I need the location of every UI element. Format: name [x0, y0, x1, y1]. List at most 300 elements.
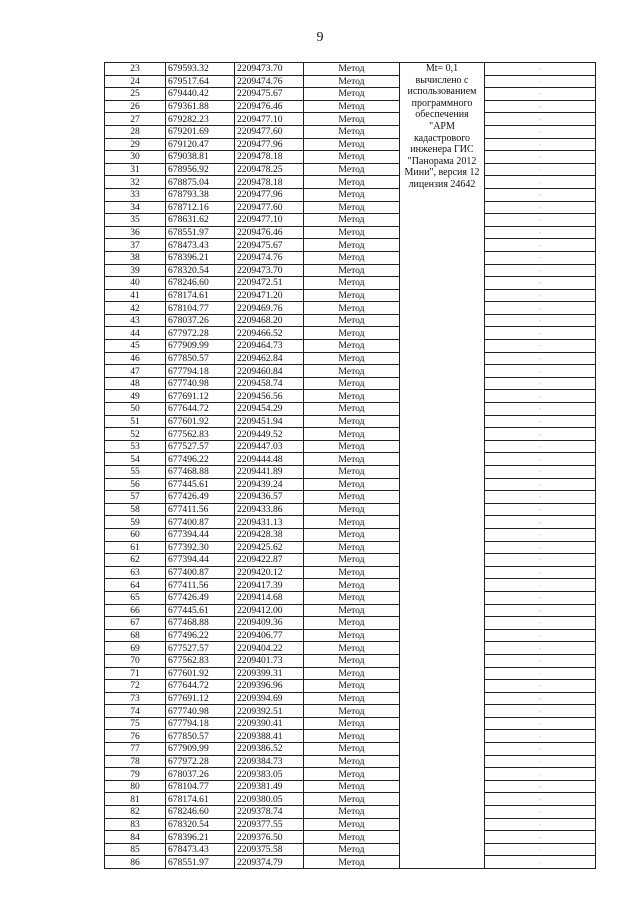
- method-cell: Метод: [304, 415, 400, 428]
- y-coordinate-cell: 2209396.96: [235, 680, 304, 693]
- point-number-cell: 35: [105, 214, 166, 227]
- method-cell: Метод: [304, 667, 400, 680]
- point-number-cell: 62: [105, 554, 166, 567]
- table-row: [105, 692, 596, 705]
- x-coordinate-cell: 677411.56: [166, 503, 235, 516]
- x-coordinate-cell: 677445.61: [166, 478, 235, 491]
- x-coordinate-cell: 678174.61: [166, 793, 235, 806]
- x-coordinate-cell: 678793.38: [166, 188, 235, 201]
- method-cell: Метод: [304, 302, 400, 315]
- table-row: [105, 415, 596, 428]
- description-cell: -: [485, 667, 596, 680]
- method-cell: Метод: [304, 705, 400, 718]
- point-number-cell: 51: [105, 415, 166, 428]
- method-cell: Метод: [304, 554, 400, 567]
- method-cell: Метод: [304, 541, 400, 554]
- y-coordinate-cell: 2209386.52: [235, 743, 304, 756]
- x-coordinate-cell: 677972.28: [166, 755, 235, 768]
- y-coordinate-cell: 2209425.62: [235, 541, 304, 554]
- point-number-cell: 33: [105, 188, 166, 201]
- table-row: [105, 428, 596, 441]
- point-number-cell: 26: [105, 100, 166, 113]
- x-coordinate-cell: 677527.57: [166, 440, 235, 453]
- description-cell: -: [485, 768, 596, 781]
- description-cell: -: [485, 831, 596, 844]
- table-row: [105, 327, 596, 340]
- table-row: [105, 503, 596, 516]
- method-cell: Метод: [304, 528, 400, 541]
- x-coordinate-cell: 677394.44: [166, 554, 235, 567]
- description-cell: -: [485, 528, 596, 541]
- y-coordinate-cell: 2209478.18: [235, 176, 304, 189]
- method-cell: Метод: [304, 604, 400, 617]
- point-number-cell: 59: [105, 516, 166, 529]
- description-cell: -: [485, 277, 596, 290]
- y-coordinate-cell: 2209404.22: [235, 642, 304, 655]
- method-cell: Метод: [304, 831, 400, 844]
- method-cell: Метод: [304, 478, 400, 491]
- description-cell: -: [485, 163, 596, 176]
- y-coordinate-cell: 2209377.55: [235, 818, 304, 831]
- table-row: [105, 251, 596, 264]
- point-number-cell: 29: [105, 138, 166, 151]
- x-coordinate-cell: 678473.43: [166, 239, 235, 252]
- point-number-cell: 39: [105, 264, 166, 277]
- table-row: [105, 365, 596, 378]
- x-coordinate-cell: 678956.92: [166, 163, 235, 176]
- description-cell: -: [485, 755, 596, 768]
- table-row: [105, 629, 596, 642]
- x-coordinate-cell: 677394.44: [166, 528, 235, 541]
- method-cell: Метод: [304, 138, 400, 151]
- point-number-cell: 69: [105, 642, 166, 655]
- y-coordinate-cell: 2209476.46: [235, 100, 304, 113]
- x-coordinate-cell: 678396.21: [166, 251, 235, 264]
- description-cell: -: [485, 239, 596, 252]
- point-number-cell: 58: [105, 503, 166, 516]
- method-cell: Метод: [304, 579, 400, 592]
- y-coordinate-cell: 2209420.12: [235, 566, 304, 579]
- x-coordinate-cell: 678875.04: [166, 176, 235, 189]
- x-coordinate-cell: 679282.23: [166, 113, 235, 126]
- x-coordinate-cell: 677468.88: [166, 617, 235, 630]
- point-number-cell: 40: [105, 277, 166, 290]
- method-cell: Метод: [304, 403, 400, 416]
- table-row: [105, 491, 596, 504]
- description-cell: -: [485, 818, 596, 831]
- description-cell: -: [485, 428, 596, 441]
- x-coordinate-cell: 677740.98: [166, 377, 235, 390]
- x-coordinate-cell: 678104.77: [166, 780, 235, 793]
- y-coordinate-cell: 2209464.73: [235, 340, 304, 353]
- y-coordinate-cell: 2209449.52: [235, 428, 304, 441]
- x-coordinate-cell: 678037.26: [166, 768, 235, 781]
- table-row: [105, 188, 596, 201]
- table-row: [105, 554, 596, 567]
- description-cell: -: [485, 138, 596, 151]
- table-row: [105, 793, 596, 806]
- table-row: [105, 214, 596, 227]
- y-coordinate-cell: 2209431.13: [235, 516, 304, 529]
- method-cell: Метод: [304, 113, 400, 126]
- point-number-cell: 55: [105, 466, 166, 479]
- y-coordinate-cell: 2209451.94: [235, 415, 304, 428]
- y-coordinate-cell: 2209436.57: [235, 491, 304, 504]
- x-coordinate-cell: 677794.18: [166, 365, 235, 378]
- point-number-cell: 80: [105, 780, 166, 793]
- y-coordinate-cell: 2209472.51: [235, 277, 304, 290]
- table-row: [105, 818, 596, 831]
- description-cell: -: [485, 604, 596, 617]
- method-cell: Метод: [304, 214, 400, 227]
- table-row: [105, 63, 596, 76]
- description-cell: -: [485, 856, 596, 869]
- y-coordinate-cell: 2209444.48: [235, 453, 304, 466]
- x-coordinate-cell: 679120.47: [166, 138, 235, 151]
- method-cell: Метод: [304, 428, 400, 441]
- y-coordinate-cell: 2209374.79: [235, 856, 304, 869]
- method-cell: Метод: [304, 730, 400, 743]
- table-row: [105, 277, 596, 290]
- description-cell: -: [485, 188, 596, 201]
- point-number-cell: 70: [105, 654, 166, 667]
- table-row: [105, 831, 596, 844]
- table-row: [105, 377, 596, 390]
- table-row: [105, 138, 596, 151]
- y-coordinate-cell: 2209433.86: [235, 503, 304, 516]
- point-number-cell: 57: [105, 491, 166, 504]
- method-cell: Метод: [304, 566, 400, 579]
- y-coordinate-cell: 2209401.73: [235, 654, 304, 667]
- table-row: [105, 226, 596, 239]
- x-coordinate-cell: 677426.49: [166, 591, 235, 604]
- x-coordinate-cell: 677850.57: [166, 730, 235, 743]
- description-cell: -: [485, 516, 596, 529]
- method-cell: Метод: [304, 125, 400, 138]
- table-row: [105, 730, 596, 743]
- description-cell: -: [485, 88, 596, 101]
- description-cell: -: [485, 214, 596, 227]
- x-coordinate-cell: 677392.30: [166, 541, 235, 554]
- point-number-cell: 72: [105, 680, 166, 693]
- point-number-cell: 30: [105, 151, 166, 164]
- x-coordinate-cell: 677468.88: [166, 466, 235, 479]
- table-row: [105, 163, 596, 176]
- y-coordinate-cell: 2209458.74: [235, 377, 304, 390]
- description-cell: -: [485, 503, 596, 516]
- method-cell: Метод: [304, 75, 400, 88]
- table-row: [105, 264, 596, 277]
- table-row: [105, 806, 596, 819]
- y-coordinate-cell: 2209384.73: [235, 755, 304, 768]
- point-number-cell: 36: [105, 226, 166, 239]
- x-coordinate-cell: 677496.22: [166, 629, 235, 642]
- y-coordinate-cell: 2209477.96: [235, 188, 304, 201]
- description-cell: -: [485, 327, 596, 340]
- point-number-cell: 54: [105, 453, 166, 466]
- table-row: [105, 591, 596, 604]
- x-coordinate-cell: 677644.72: [166, 680, 235, 693]
- x-coordinate-cell: 677909.99: [166, 340, 235, 353]
- description-cell: -: [485, 100, 596, 113]
- x-coordinate-cell: 677644.72: [166, 403, 235, 416]
- x-coordinate-cell: 679593.32: [166, 63, 235, 76]
- method-cell: Метод: [304, 453, 400, 466]
- table-row: [105, 516, 596, 529]
- y-coordinate-cell: 2209475.67: [235, 239, 304, 252]
- table-row: [105, 780, 596, 793]
- method-cell: Метод: [304, 277, 400, 290]
- x-coordinate-cell: 678320.54: [166, 818, 235, 831]
- x-coordinate-cell: 678104.77: [166, 302, 235, 315]
- x-coordinate-cell: 678246.60: [166, 806, 235, 819]
- table-row: [105, 755, 596, 768]
- table-row: [105, 768, 596, 781]
- point-number-cell: 81: [105, 793, 166, 806]
- x-coordinate-cell: 677601.92: [166, 667, 235, 680]
- method-cell: Метод: [304, 806, 400, 819]
- y-coordinate-cell: 2209380.05: [235, 793, 304, 806]
- table-row: [105, 705, 596, 718]
- x-coordinate-cell: 678631.62: [166, 214, 235, 227]
- x-coordinate-cell: 679517.64: [166, 75, 235, 88]
- method-cell: Метод: [304, 629, 400, 642]
- point-number-cell: 73: [105, 692, 166, 705]
- point-number-cell: 34: [105, 201, 166, 214]
- x-coordinate-cell: 679038.81: [166, 151, 235, 164]
- page-number: 9: [316, 30, 324, 45]
- table-row: [105, 642, 596, 655]
- table-row: [105, 466, 596, 479]
- description-cell: -: [485, 226, 596, 239]
- point-number-cell: 53: [105, 440, 166, 453]
- point-number-cell: 66: [105, 604, 166, 617]
- method-cell: Метод: [304, 617, 400, 630]
- table-row: [105, 390, 596, 403]
- x-coordinate-cell: 677400.87: [166, 566, 235, 579]
- description-cell: -: [485, 579, 596, 592]
- x-coordinate-cell: 677850.57: [166, 352, 235, 365]
- table-row: [105, 566, 596, 579]
- method-cell: Метод: [304, 491, 400, 504]
- point-number-cell: 42: [105, 302, 166, 315]
- point-number-cell: 48: [105, 377, 166, 390]
- description-cell: -: [485, 75, 596, 88]
- y-coordinate-cell: 2209477.60: [235, 201, 304, 214]
- x-coordinate-cell: 678551.97: [166, 856, 235, 869]
- point-number-cell: 84: [105, 831, 166, 844]
- method-cell: Метод: [304, 692, 400, 705]
- table-row: [105, 75, 596, 88]
- x-coordinate-cell: 677909.99: [166, 743, 235, 756]
- description-cell: -: [485, 692, 596, 705]
- y-coordinate-cell: 2209462.84: [235, 352, 304, 365]
- table-row: [105, 528, 596, 541]
- description-cell: -: [485, 377, 596, 390]
- table-row: [105, 100, 596, 113]
- description-cell: -: [485, 591, 596, 604]
- y-coordinate-cell: 2209477.10: [235, 214, 304, 227]
- table-row: [105, 302, 596, 315]
- x-coordinate-cell: 678320.54: [166, 264, 235, 277]
- method-cell: Метод: [304, 591, 400, 604]
- point-number-cell: 28: [105, 125, 166, 138]
- y-coordinate-cell: 2209477.96: [235, 138, 304, 151]
- description-cell: -: [485, 340, 596, 353]
- x-coordinate-cell: 678712.16: [166, 201, 235, 214]
- description-cell: -: [485, 705, 596, 718]
- point-number-cell: 41: [105, 289, 166, 302]
- x-coordinate-cell: 678473.43: [166, 843, 235, 856]
- x-coordinate-cell: 677562.83: [166, 428, 235, 441]
- point-number-cell: 75: [105, 717, 166, 730]
- table-row: [105, 717, 596, 730]
- x-coordinate-cell: 677562.83: [166, 654, 235, 667]
- description-cell: -: [485, 352, 596, 365]
- table-row: [105, 176, 596, 189]
- method-cell: Метод: [304, 365, 400, 378]
- description-cell: -: [485, 717, 596, 730]
- table-row: [105, 151, 596, 164]
- y-coordinate-cell: 2209392.51: [235, 705, 304, 718]
- x-coordinate-cell: 677691.12: [166, 390, 235, 403]
- description-cell: -: [485, 629, 596, 642]
- y-coordinate-cell: 2209471.20: [235, 289, 304, 302]
- method-cell: Метод: [304, 717, 400, 730]
- point-number-cell: 44: [105, 327, 166, 340]
- method-cell: Метод: [304, 314, 400, 327]
- description-cell: -: [485, 440, 596, 453]
- description-cell: -: [485, 125, 596, 138]
- description-cell: -: [485, 176, 596, 189]
- description-cell: -: [485, 843, 596, 856]
- y-coordinate-cell: 2209381.49: [235, 780, 304, 793]
- method-cell: Метод: [304, 743, 400, 756]
- table-row: [105, 352, 596, 365]
- point-number-cell: 50: [105, 403, 166, 416]
- method-cell: Метод: [304, 768, 400, 781]
- table-row: [105, 843, 596, 856]
- description-cell: -: [485, 453, 596, 466]
- point-number-cell: 76: [105, 730, 166, 743]
- point-number-cell: 43: [105, 314, 166, 327]
- point-number-cell: 64: [105, 579, 166, 592]
- description-cell: -: [485, 478, 596, 491]
- method-cell: Метод: [304, 516, 400, 529]
- method-cell: Метод: [304, 680, 400, 693]
- x-coordinate-cell: 678551.97: [166, 226, 235, 239]
- method-cell: Метод: [304, 843, 400, 856]
- table-row: [105, 680, 596, 693]
- x-coordinate-cell: 678396.21: [166, 831, 235, 844]
- y-coordinate-cell: 2209477.60: [235, 125, 304, 138]
- y-coordinate-cell: 2209388.41: [235, 730, 304, 743]
- method-cell: Метод: [304, 100, 400, 113]
- table-row: [105, 340, 596, 353]
- table-row: [105, 856, 596, 869]
- table-row: [105, 743, 596, 756]
- table-row: [105, 113, 596, 126]
- point-number-cell: 25: [105, 88, 166, 101]
- y-coordinate-cell: 2209460.84: [235, 365, 304, 378]
- y-coordinate-cell: 2209473.70: [235, 264, 304, 277]
- table-row: [105, 654, 596, 667]
- y-coordinate-cell: 2209468.20: [235, 314, 304, 327]
- description-cell: -: [485, 63, 596, 76]
- point-number-cell: 79: [105, 768, 166, 781]
- method-cell: Метод: [304, 780, 400, 793]
- description-cell: -: [485, 466, 596, 479]
- y-coordinate-cell: 2209474.76: [235, 75, 304, 88]
- method-cell: Метод: [304, 163, 400, 176]
- method-cell: Метод: [304, 63, 400, 76]
- description-cell: -: [485, 289, 596, 302]
- coordinates-table: [104, 62, 596, 869]
- method-cell: Метод: [304, 352, 400, 365]
- point-number-cell: 67: [105, 617, 166, 630]
- x-coordinate-cell: 677496.22: [166, 453, 235, 466]
- point-number-cell: 56: [105, 478, 166, 491]
- x-coordinate-cell: 677400.87: [166, 516, 235, 529]
- method-cell: Метод: [304, 503, 400, 516]
- point-number-cell: 45: [105, 340, 166, 353]
- method-cell: Метод: [304, 201, 400, 214]
- description-cell: -: [485, 201, 596, 214]
- y-coordinate-cell: 2209394.69: [235, 692, 304, 705]
- point-number-cell: 85: [105, 843, 166, 856]
- point-number-cell: 52: [105, 428, 166, 441]
- point-number-cell: 65: [105, 591, 166, 604]
- table-row: [105, 541, 596, 554]
- method-cell: Метод: [304, 289, 400, 302]
- point-number-cell: 60: [105, 528, 166, 541]
- method-cell: Метод: [304, 151, 400, 164]
- accuracy-note-text: Mt= 0,1 вычислено с использованием программного обеспечения "АРМ кадастрового инженера ГИС "Панорама 2012 Мини", версия 12 лицензия 24642: [404, 63, 480, 190]
- description-cell: -: [485, 730, 596, 743]
- y-coordinate-cell: 2209473.70: [235, 63, 304, 76]
- description-cell: -: [485, 541, 596, 554]
- x-coordinate-cell: 677740.98: [166, 705, 235, 718]
- point-number-cell: 24: [105, 75, 166, 88]
- description-cell: -: [485, 566, 596, 579]
- method-cell: Метод: [304, 264, 400, 277]
- accuracy-note-cell: [400, 63, 485, 869]
- method-cell: Метод: [304, 377, 400, 390]
- y-coordinate-cell: 2209466.52: [235, 327, 304, 340]
- description-cell: -: [485, 151, 596, 164]
- table-row: [105, 579, 596, 592]
- point-number-cell: 74: [105, 705, 166, 718]
- point-number-cell: 83: [105, 818, 166, 831]
- description-cell: -: [485, 365, 596, 378]
- method-cell: Метод: [304, 188, 400, 201]
- y-coordinate-cell: 2209417.39: [235, 579, 304, 592]
- description-cell: -: [485, 554, 596, 567]
- point-number-cell: 49: [105, 390, 166, 403]
- table-row: [105, 239, 596, 252]
- x-coordinate-cell: 678246.60: [166, 277, 235, 290]
- method-cell: Метод: [304, 466, 400, 479]
- table-row: [105, 314, 596, 327]
- point-number-cell: 77: [105, 743, 166, 756]
- table-row: [105, 667, 596, 680]
- y-coordinate-cell: 2209406.77: [235, 629, 304, 642]
- y-coordinate-cell: 2209422.87: [235, 554, 304, 567]
- description-cell: -: [485, 642, 596, 655]
- x-coordinate-cell: 678174.61: [166, 289, 235, 302]
- x-coordinate-cell: 679440.42: [166, 88, 235, 101]
- table-row: [105, 604, 596, 617]
